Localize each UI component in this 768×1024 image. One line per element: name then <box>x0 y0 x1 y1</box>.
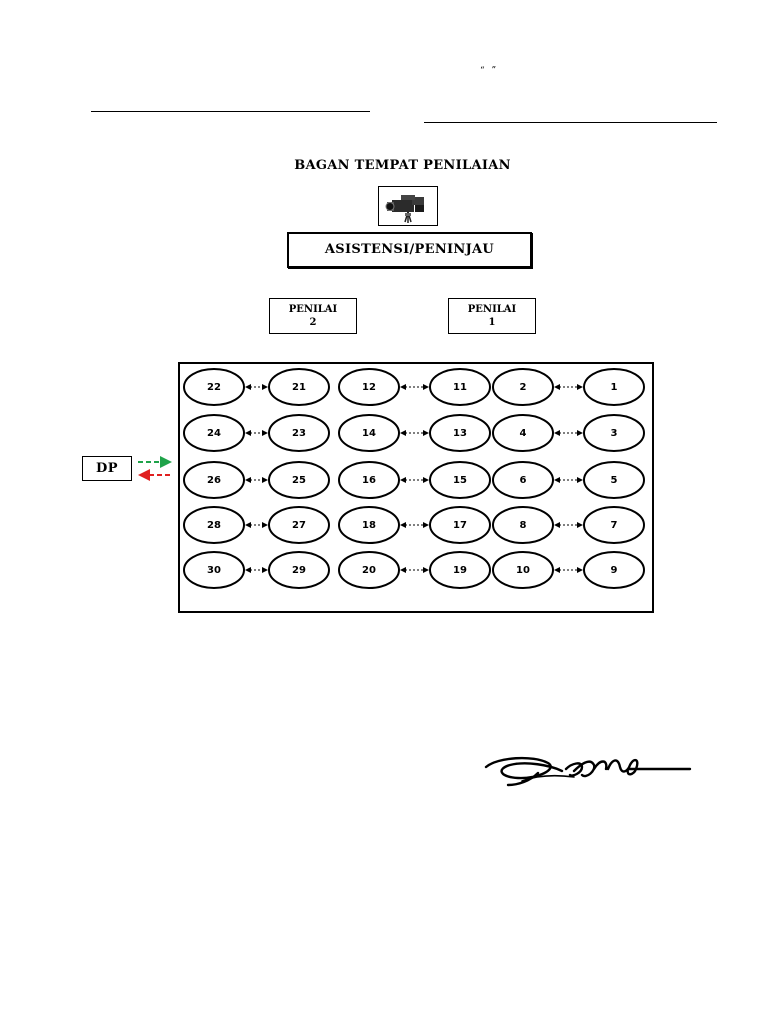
seat-number: 24 <box>207 428 221 439</box>
seat-30 <box>184 552 244 588</box>
seat-3 <box>584 415 644 451</box>
seat-number: 5 <box>610 475 618 486</box>
seat-18 <box>339 507 399 543</box>
seat-16 <box>339 462 399 498</box>
seat-number: 27 <box>292 520 306 531</box>
seat-number: 26 <box>207 475 221 486</box>
seat-number: 16 <box>362 475 376 486</box>
seat-number: 6 <box>519 475 527 486</box>
seat-number: 1 <box>610 382 618 393</box>
asistensi-peninjau-box: ASISTENSI/PENINJAU <box>287 232 532 268</box>
penilai-1-label: PENILAI <box>467 304 517 315</box>
seat-10 <box>493 552 553 588</box>
seat-9 <box>584 552 644 588</box>
penilai-1-number: 1 <box>488 317 496 328</box>
seat-number: 8 <box>519 520 527 531</box>
penilai-2-label: PENILAI <box>288 304 338 315</box>
seat-23 <box>269 415 329 451</box>
seats <box>184 369 644 588</box>
seat-26 <box>184 462 244 498</box>
penilai-2-number: 2 <box>309 317 317 328</box>
seat-number: 30 <box>207 565 221 576</box>
seat-number: 4 <box>519 428 527 439</box>
seat-number: 9 <box>610 565 618 576</box>
seat-number: 17 <box>453 520 467 531</box>
seat-28 <box>184 507 244 543</box>
seat-number: 11 <box>453 382 467 393</box>
seat-number: 7 <box>610 520 618 531</box>
seat-number: 12 <box>362 382 376 393</box>
dp-box: DP <box>82 456 132 481</box>
seat-number: 3 <box>610 428 618 439</box>
seat-number: 20 <box>362 565 376 576</box>
seat-number: 29 <box>292 565 306 576</box>
seat-5 <box>584 462 644 498</box>
seat-19 <box>430 552 490 588</box>
seat-6 <box>493 462 553 498</box>
seat-12 <box>339 369 399 405</box>
seat-17 <box>430 507 490 543</box>
seat-14 <box>339 415 399 451</box>
seat-2 <box>493 369 553 405</box>
seat-21 <box>269 369 329 405</box>
seat-8 <box>493 507 553 543</box>
seat-4 <box>493 415 553 451</box>
seat-number: 14 <box>362 428 376 439</box>
seat-7 <box>584 507 644 543</box>
page-title: BAGAN TEMPAT PENILAIAN <box>294 158 511 173</box>
seat-24 <box>184 415 244 451</box>
seat-number: 25 <box>292 475 306 486</box>
seat-number: 19 <box>453 565 467 576</box>
seat-number: 15 <box>453 475 467 486</box>
seat-15 <box>430 462 490 498</box>
signature-image <box>478 745 693 795</box>
seat-number: 18 <box>362 520 376 531</box>
seat-number: 21 <box>292 382 306 393</box>
seat-number: 23 <box>292 428 306 439</box>
seat-11 <box>430 369 490 405</box>
seat-number: 22 <box>207 382 221 393</box>
seat-27 <box>269 507 329 543</box>
header-quotes: “ ” <box>480 66 499 76</box>
seat-22 <box>184 369 244 405</box>
seat-13 <box>430 415 490 451</box>
seat-1 <box>584 369 644 405</box>
seat-number: 28 <box>207 520 221 531</box>
seat-number: 13 <box>453 428 467 439</box>
seat-20 <box>339 552 399 588</box>
seat-number: 2 <box>519 382 527 393</box>
seat-29 <box>269 552 329 588</box>
seat-number: 10 <box>516 565 530 576</box>
seat-25 <box>269 462 329 498</box>
